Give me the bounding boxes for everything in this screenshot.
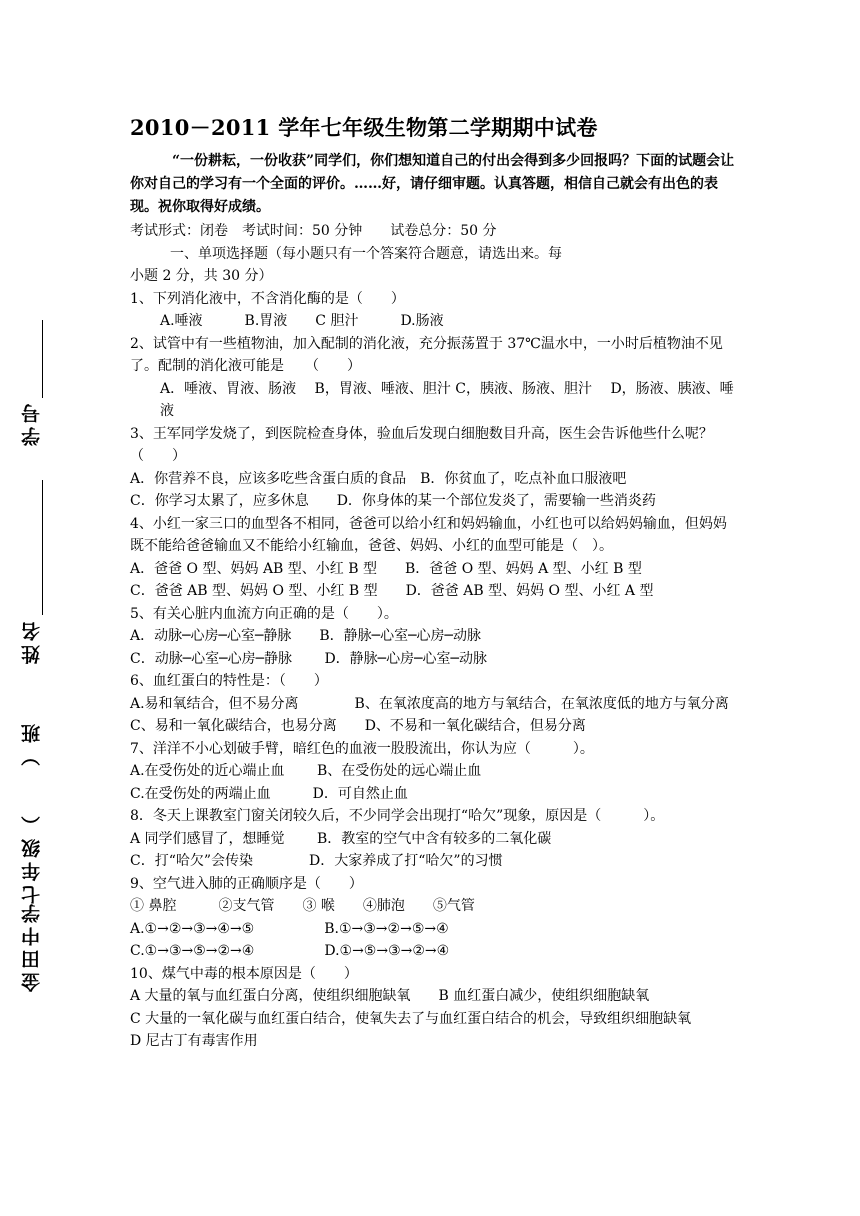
student-info-margin <box>18 320 58 1000</box>
question-3-options-cd: C．你学习太累了，应多休息 D．你身体的某一个部位发炎了，需要输一些消炎药 <box>130 493 656 509</box>
exam-body <box>130 220 736 1053</box>
name-label: 姓名 <box>21 618 43 664</box>
question-9-options-ab: A.①→②→③→④→⑤ B.①→③→②→⑤→④ <box>130 920 449 937</box>
class-label: 七年级（ ）班 <box>21 720 43 904</box>
question-2: 2、试管中有一些植物油，加入配制的消化液，充分振荡置于 37℃温水中，一小时后植物油不见了。配制的消化液可能是 （ ） <box>130 335 723 374</box>
exam-title: 2010－2011 学年七年级生物第二学期期中试卷 <box>130 115 598 140</box>
question-9: 9、空气进入肺的正确顺序是（ ） <box>130 875 363 892</box>
question-4: 4、小红一家三口的血型各不相同，爸爸可以给小红和妈妈输血，小红也可以给妈妈输血，但妈妈既不能给爸爸输血又不能给小红输血，爸爸、妈妈、小红的血型可能是（ ）。 <box>130 515 727 554</box>
student-id-underline <box>42 320 43 398</box>
school-label: 金田中学 <box>21 900 43 992</box>
question-8-options-cd: C．打“哈欠”会传染 D．大家养成了打“哈欠”的习惯 <box>130 853 503 869</box>
question-3-options-ab: A．你营养不良，应该多吃些含蛋白质的食品 B．你贫血了，吃点补血口服液吧 <box>130 470 627 487</box>
question-5-options-cd: C．动脉─心室─心房─静脉 D．静脉─心房─心室─动脉 <box>130 650 487 667</box>
question-8-options-ab: A 同学们感冒了，想睡觉 B．教室的空气中含有较多的二氧化碳 <box>130 830 552 847</box>
question-4-options-ab: A．爸爸 O 型、妈妈 AB 型、小红 B 型 B．爸爸 O 型、妈妈 A 型、小红 B 型 <box>130 560 642 577</box>
question-10-option-d: D 尼古丁有毒害作用 <box>130 1033 258 1049</box>
exam-info: 考试形式：闭卷 考试时间：50 分钟 试卷总分：50 分 <box>130 223 497 239</box>
section-heading: 一、单项选择题（每小题只有一个答案符合题意，请选出来。每 <box>170 245 562 262</box>
question-10: 10、煤气中毒的根本原因是（ ） <box>130 965 358 982</box>
question-5-options-ab: A．动脉─心房─心室─静脉 B．静脉─心室─心房─动脉 <box>130 628 481 644</box>
question-6-options-cd: C、易和一氧化碳结合，也易分离 D、不易和一氧化碳结合，但易分离 <box>130 718 586 734</box>
question-1-options: A.唾液 B.胃液 C 胆汁 D.肠液 <box>160 313 444 329</box>
question-6: 6、血红蛋白的特性是：（ ） <box>130 673 328 689</box>
question-6-options-ab: A.易和氧结合，但不易分离 B、在氧浓度高的地方与氧结合，在氧浓度低的地方与氧分离 <box>130 695 729 712</box>
section-heading-cont: 小题 2 分，共 30 分） <box>130 268 273 284</box>
question-10-options-ab: A 大量的氧与血红蛋白分离，使组织细胞缺氧 B 血红蛋白减少，使组织细胞缺氧 <box>130 988 650 1004</box>
question-8: 8．冬天上课教室门窗关闭较久后，不少同学会出现打“哈欠”现象，原因是（ ）。 <box>130 808 665 824</box>
question-1: 1、下列消化液中，不含消化酶的是（ ） <box>130 290 405 307</box>
name-underline <box>42 480 43 615</box>
intro-paragraph: “一份耕耘，一份收获”同学们，你们想知道自己的付出会得到多少回报吗？下面的试题会让你对自己的学习有一个全面的评价。……好，请仔细审题。认真答题，相信自己就会有出色的表现。祝你取得好成绩。 <box>130 153 735 215</box>
question-7-options-cd: C.在受伤处的两端止血 D．可自然止血 <box>130 785 408 802</box>
student-id-label: 学号 <box>21 400 43 446</box>
question-4-options-cd: C．爸爸 AB 型、妈妈 O 型、小红 B 型 D．爸爸 AB 型、妈妈 O 型、小红 A 型 <box>130 583 654 599</box>
question-2-options: A．唾液、胃液、肠液 B，胃液、唾液、胆汁 C，胰液、肠液、胆汁 D，肠液、胰液、唾液 <box>160 380 734 419</box>
question-3: 3、王军同学发烧了，到医院检查身体，验血后发现白细胞数目升高，医生会告诉他些什么呢？（ ） <box>130 425 713 464</box>
question-7: 7、洋洋不小心划破手臂，暗红色的血液一股股流出，你认为应（ ）。 <box>130 740 594 757</box>
question-9-options-cd: C.①→③→⑤→②→④ D.①→⑤→③→②→④ <box>130 943 450 959</box>
question-10-option-c: C 大量的一氧化碳与血红蛋白结合，使氧失去了与血红蛋白结合的机会，导致组织细胞缺氧 <box>130 1010 692 1027</box>
question-5: 5、有关心脏内血流方向正确的是（ ）。 <box>130 605 398 622</box>
question-7-options-ab: A.在受伤处的近心端止血 B、在受伤处的远心端止血 <box>130 763 482 779</box>
question-9-items: ① 鼻腔 ②支气管 ③ 喉 ④肺泡 ⑤气管 <box>130 898 475 914</box>
